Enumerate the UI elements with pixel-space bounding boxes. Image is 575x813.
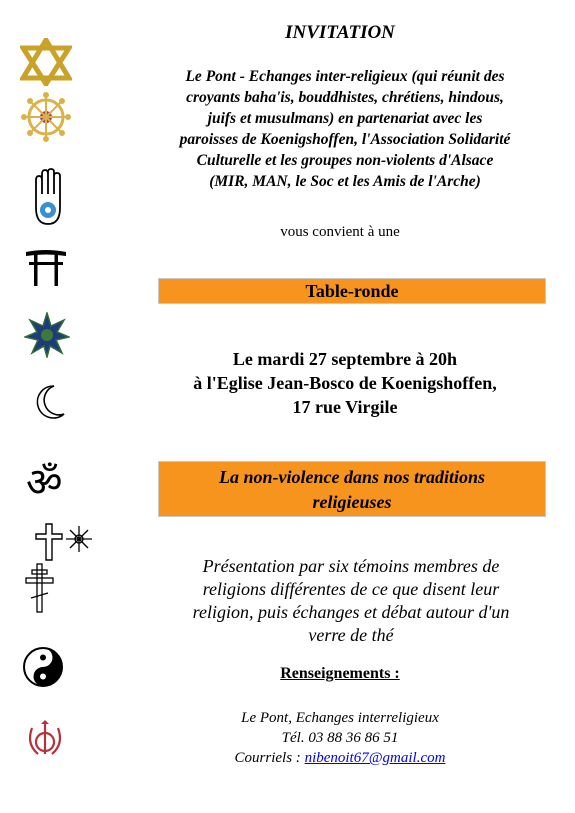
intro-line: Le Pont - Echanges inter-religieux (qui réunit des (185, 68, 505, 85)
event-line: Le mardi 27 septembre à 20h (232, 349, 458, 369)
torii-icon (24, 248, 68, 288)
snowflake-flower-icon (64, 524, 94, 554)
table-ronde-banner: Table-ronde (158, 278, 546, 304)
intro-line: croyants baha'is, bouddhistes, chrétiens, hindous, (186, 89, 504, 106)
svg-text:ॐ: ॐ (26, 460, 63, 502)
intro-paragraph (150, 66, 540, 192)
email-label: Courriels : (234, 750, 305, 766)
event-details (150, 347, 540, 419)
star-of-david-icon (20, 38, 72, 86)
intro-line: juifs et musulmans) en partenariat avec les (207, 110, 483, 127)
event-line: 17 rue Virgile (292, 397, 398, 417)
intro-line: Culturelle et les groupes non-violents d'Alsace (196, 152, 494, 169)
dharma-wheel-icon (20, 92, 72, 142)
event-line: à l'Eglise Jean-Bosco de Koenigshoffen, (193, 373, 497, 393)
email-line (150, 748, 530, 768)
phone-number: Tél. 03 88 36 86 51 (281, 730, 399, 746)
crescent-icon (30, 382, 68, 422)
theme-line: religieuses (312, 492, 392, 512)
contact-block (150, 708, 530, 768)
intro-line: paroisses de Koenigshoffen, l'Association Solidarité (179, 131, 511, 148)
khanda-icon (24, 720, 66, 760)
om-icon (24, 460, 72, 502)
presentation-line: religion, puis échanges et débat autour d'un (192, 602, 510, 622)
presentation-line: Présentation par six témoins membres de (202, 556, 500, 576)
intro-line: (MIR, MAN, le Soc et les Amis de l'Arche) (209, 173, 481, 190)
theme-banner (158, 461, 546, 517)
convene-text: vous convient à une (280, 224, 400, 240)
org-name: Le Pont, Echanges interreligieux (241, 710, 439, 726)
page-title: INVITATION (285, 22, 395, 43)
hamsa-icon (30, 168, 66, 226)
theme-line: La non-violence dans nos traditions (218, 467, 486, 487)
info-heading: Renseignements : (280, 665, 400, 682)
yin-yang-icon (22, 646, 64, 688)
presentation-line: religions différentes de ce que disent leur (202, 579, 500, 599)
cross-icon (34, 522, 64, 562)
presentation-paragraph (156, 555, 546, 647)
presentation-line: verre de thé (308, 625, 394, 645)
email-link[interactable]: nibenoit67@gmail.com (304, 750, 446, 766)
bahai-star-icon (24, 312, 70, 358)
orthodox-cross-icon (24, 562, 56, 614)
